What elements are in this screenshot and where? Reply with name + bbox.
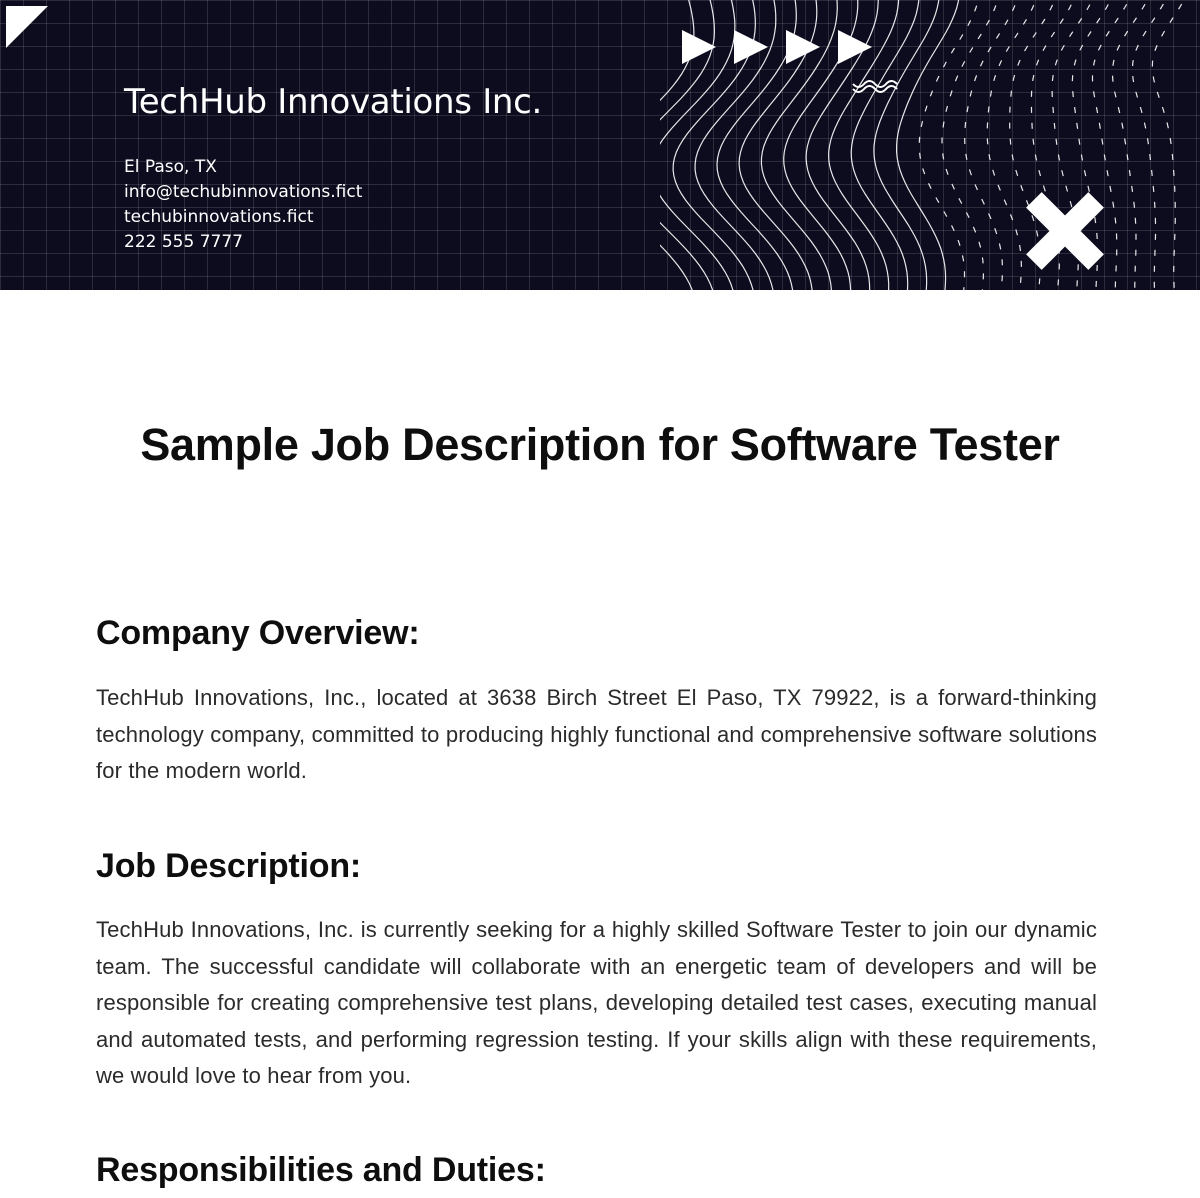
responsibilities-heading: Responsibilities and Duties: bbox=[96, 1151, 546, 1189]
document-title: Sample Job Description for Software Tester bbox=[140, 419, 1060, 470]
corner-triangle-icon bbox=[6, 6, 50, 50]
play-arrows-icon bbox=[682, 28, 872, 68]
company-name: TechHub Innovations Inc. bbox=[124, 82, 543, 122]
letterhead-banner bbox=[0, 0, 1200, 290]
job-description-heading: Job Description: bbox=[96, 847, 362, 885]
contact-block bbox=[124, 155, 362, 255]
company-phone: 222 555 7777 bbox=[124, 232, 243, 252]
company-address: El Paso, TX bbox=[124, 157, 217, 177]
x-mark-icon bbox=[1024, 190, 1106, 272]
company-overview-text: TechHub Innovations, Inc., located at 3638 Birch Street El Paso, TX 79922, is a forward-thinking technology company, committed to producing highly functional and comprehensive software solutions for the modern world. bbox=[96, 685, 1097, 783]
company-overview-heading: Company Overview: bbox=[96, 614, 420, 652]
company-website: techubinnovations.fict bbox=[124, 207, 314, 227]
company-email: info@techubinnovations.fict bbox=[124, 182, 363, 202]
squiggle-icon bbox=[852, 80, 898, 94]
job-description-text: TechHub Innovations, Inc. is currently seeking for a highly skilled Software Tester to join our dynamic team. The successful candidate will collaborate with an energetic team of developers and will be responsible for creating comprehensive test plans, developing detailed test cases, executing manual and automated tests, and performing regression testing. If your skills align with these requirements, we would love to hear from you. bbox=[96, 917, 1097, 1088]
